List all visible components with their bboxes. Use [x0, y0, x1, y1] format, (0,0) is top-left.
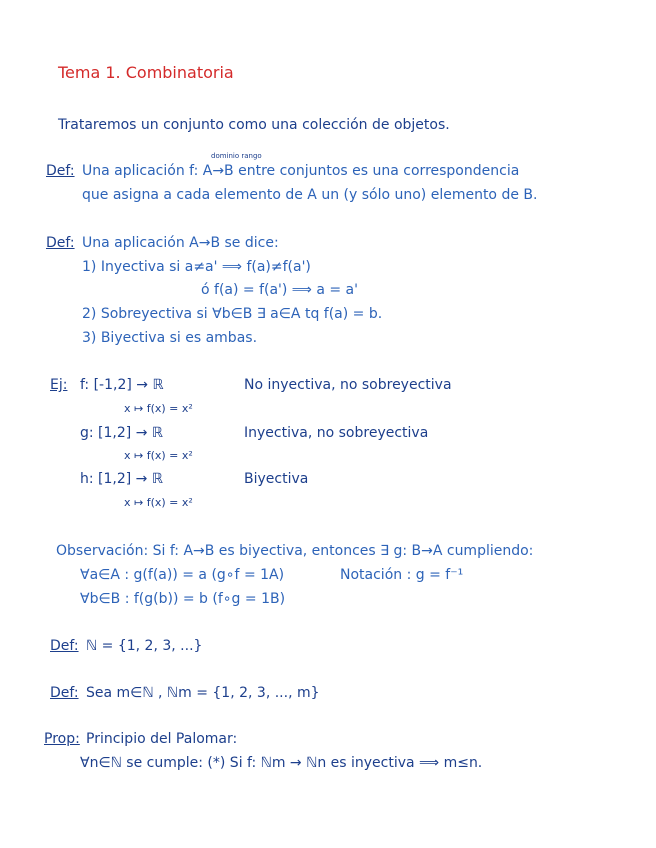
- example1-note: No inyectiva, no sobreyectiva: [244, 377, 452, 393]
- observation-line2: ∀a∈A : g(f(a)) = a (g∘f = 1A): [80, 567, 285, 583]
- prop-label: Prop:: [44, 731, 80, 747]
- def2-item-biyectiva: 3) Biyectiva si es ambas.: [82, 330, 258, 346]
- def3-text: ℕ = {1, 2, 3, ...}: [86, 638, 203, 654]
- example2-map: g: [1,2] → ℝ: [80, 425, 163, 441]
- examples-label: Ej:: [50, 377, 68, 393]
- example1-map: f: [-1,2] → ℝ: [80, 377, 164, 393]
- prop-text: ∀n∈ℕ se cumple: (*) Si f: ℕm → ℕn es inyectiva ⟹ m≤n.: [80, 755, 483, 771]
- def1-label: Def:: [46, 163, 75, 179]
- intro-text: Trataremos un conjunto como una colección de objetos.: [58, 117, 450, 133]
- example1-rule: x ↦ f(x) = x²: [124, 402, 193, 415]
- observation-line1: Observación: Si f: A→B es biyectiva, entonces ∃ g: B→A cumpliendo:: [56, 543, 534, 559]
- def2-item-inyectiva: 1) Inyectiva si a≠a' ⟹ f(a)≠f(a'): [82, 259, 311, 275]
- observation-line3: ∀b∈B : f(g(b)) = b (f∘g = 1B): [80, 591, 286, 607]
- def2-item-sobreyectiva: 2) Sobreyectiva si ∀b∈B ∃ a∈A tq f(a) = b.: [82, 306, 383, 322]
- example3-note: Biyectiva: [244, 471, 309, 487]
- def2-intro: Una aplicación A→B se dice:: [82, 235, 279, 251]
- def2-label: Def:: [46, 235, 75, 251]
- example3-rule: x ↦ f(x) = x²: [124, 496, 193, 509]
- def4-label: Def:: [50, 685, 79, 701]
- def2-item-inyectiva-alt: ó f(a) = f(a') ⟹ a = a': [201, 282, 358, 298]
- example3-map: h: [1,2] → ℝ: [80, 471, 163, 487]
- def1-line1: Una aplicación f: A→B entre conjuntos es una correspondencia: [82, 163, 520, 179]
- prop-title: Principio del Palomar:: [86, 731, 238, 747]
- page-title: Tema 1. Combinatoria: [58, 63, 234, 82]
- def1-line2: que asigna a cada elemento de A un (y sólo uno) elemento de B.: [82, 187, 538, 203]
- domain-range-annotation: dominio rango: [211, 152, 262, 160]
- def3-label: Def:: [50, 638, 79, 654]
- def4-text: Sea m∈ℕ , ℕm = {1, 2, 3, ..., m}: [86, 685, 320, 701]
- observation-notation: Notación : g = f⁻¹: [340, 567, 464, 583]
- example2-rule: x ↦ f(x) = x²: [124, 449, 193, 462]
- example2-note: Inyectiva, no sobreyectiva: [244, 425, 429, 441]
